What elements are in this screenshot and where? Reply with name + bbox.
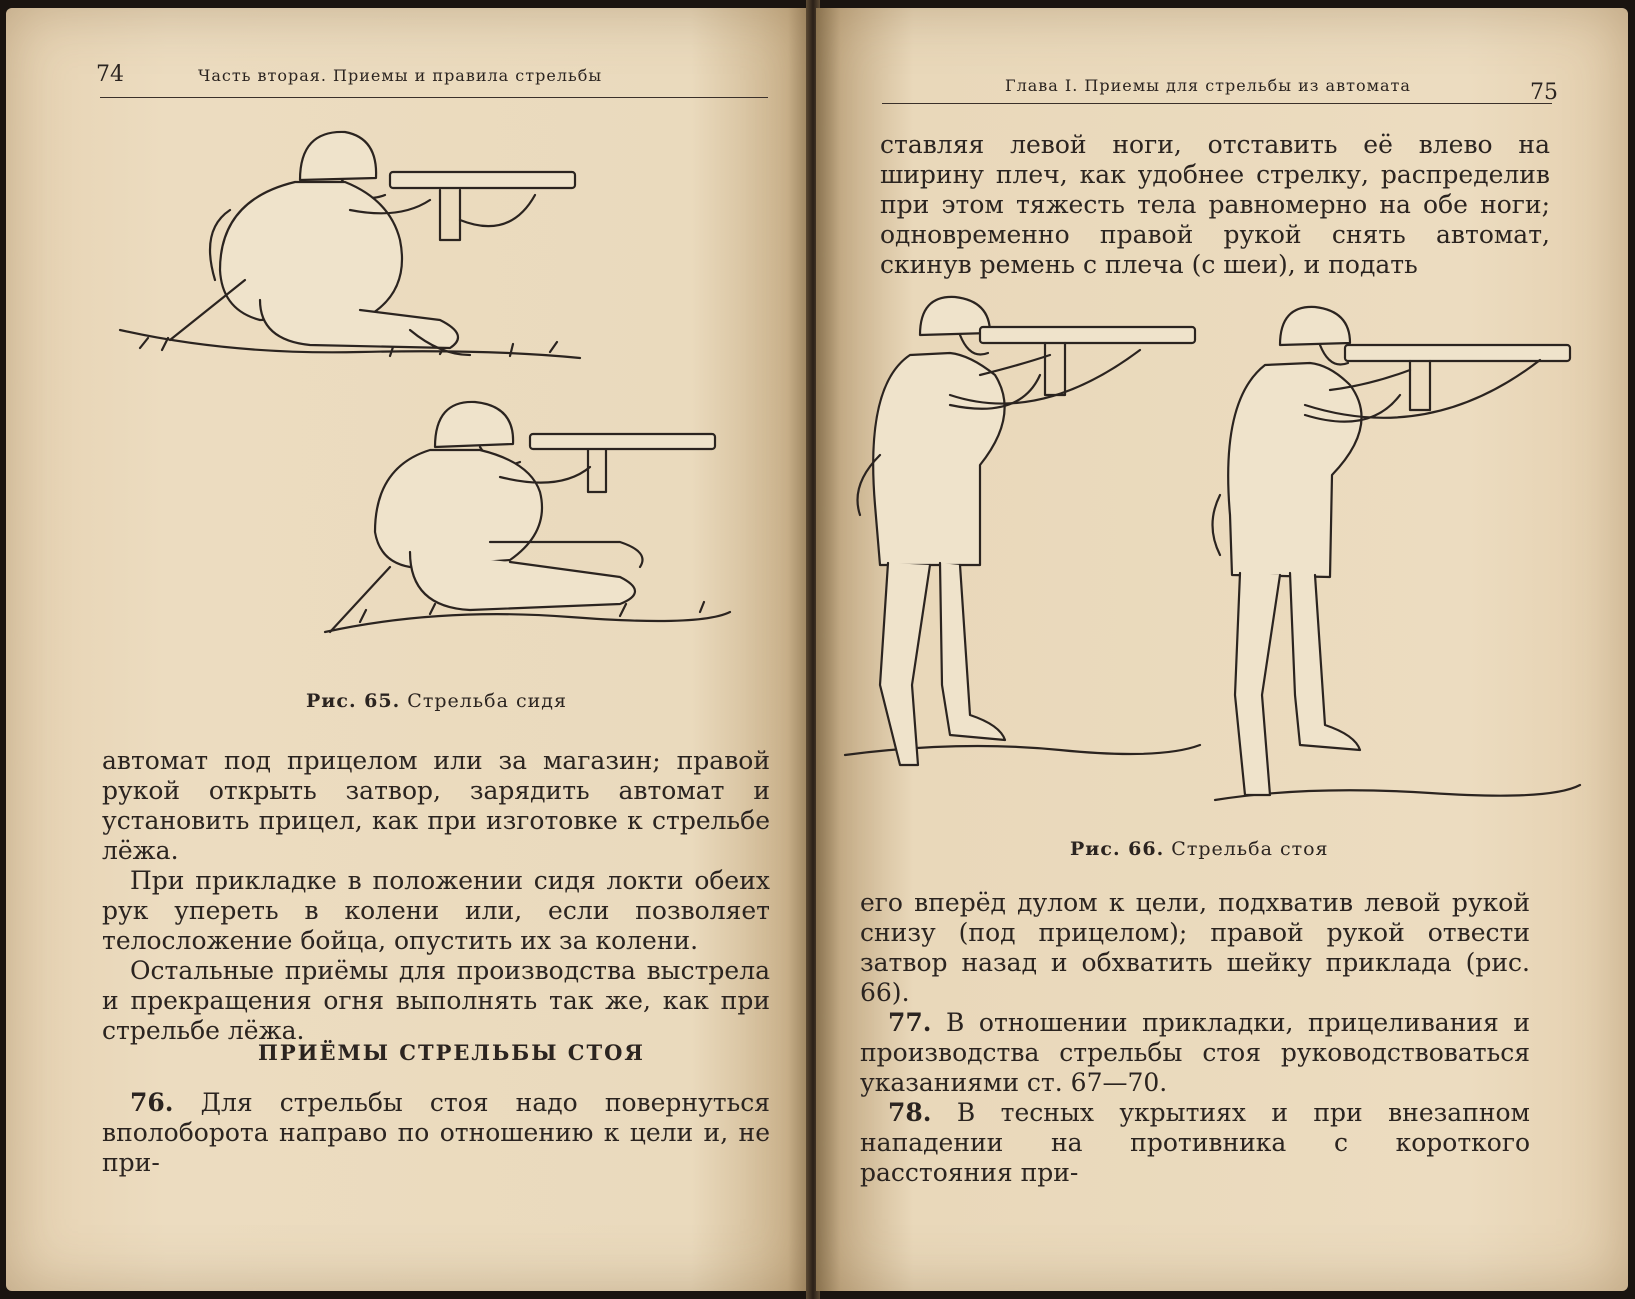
para-78-text: В тесных укрытиях и при внезапном нападении на противника с короткого расстояния при-	[860, 1098, 1530, 1187]
standing-shooter-illustration-2	[1210, 305, 1585, 815]
right-top-text	[880, 130, 1550, 280]
left-header-rule	[100, 97, 768, 98]
right-body-text	[860, 888, 1530, 1188]
right-header-rule	[882, 103, 1552, 104]
left-figure-caption-label: Рис. 65.	[306, 690, 401, 712]
left-figure-caption	[306, 690, 567, 712]
right-figure-caption	[1070, 838, 1329, 860]
left-figure-caption-text: Стрельба сидя	[407, 690, 567, 712]
right-page-number: 75	[1530, 80, 1558, 105]
right-running-head: Глава I. Приемы для стрельбы из автомата	[1005, 76, 1411, 95]
left-paragraph-76	[102, 1088, 770, 1178]
right-figure-caption-label: Рис. 66.	[1070, 838, 1165, 860]
right-top-paragraph: ставляя левой ноги, отставить её влево на ширину плеч, как удобнее стрелку, распределив при этом тяжесть тела равномерно на обе ноги; одновременно правой рукой снять автомат, скинув ремень с плеча (с шеи), и подать	[880, 130, 1550, 279]
left-running-head: Часть вторая. Приемы и правила стрельбы	[198, 66, 603, 85]
seated-shooter-illustration-1	[110, 120, 610, 385]
right-continue-paragraph: его вперёд дулом к цели, подхватив левой рукой снизу (под прицелом); правой рукой отвести затвор назад и обхватить шейку приклада (рис. 66).	[860, 888, 1530, 1007]
para-77-number: 77.	[888, 1008, 932, 1037]
para-76-text: Для стрельбы стоя надо повернуться вполоборота направо по отношению к цели и, не при-	[102, 1088, 770, 1177]
left-page-number: 74	[96, 62, 124, 87]
para-77-text: В отношении прикладки, прицеливания и производства стрельбы стоя руководствоваться указаниями ст. 67—70.	[860, 1008, 1530, 1097]
para-76-number: 76.	[130, 1088, 174, 1117]
left-paragraph-3: Остальные приёмы для производства выстрела и прекращения огня выполнять так же, как при стрельбе лёжа.	[102, 956, 770, 1045]
seated-shooter-illustration-2	[320, 392, 740, 647]
standing-shooter-illustration-1	[840, 295, 1210, 815]
section-heading: ПРИЁМЫ СТРЕЛЬБЫ СТОЯ	[258, 1040, 645, 1065]
right-figure-caption-text: Стрельба стоя	[1171, 838, 1329, 860]
left-paragraph-1: автомат под прицелом или за магазин; правой рукой открыть затвор, зарядить автомат и установить прицел, как при изготовке к стрельбе лёжа.	[102, 746, 770, 865]
para-78-number: 78.	[888, 1098, 932, 1127]
left-body-text	[102, 746, 770, 1046]
left-paragraph-2: При прикладке в положении сидя локти обеих рук упереть в колени или, если позволяет телосложение бойца, опустить их за колени.	[102, 866, 770, 955]
